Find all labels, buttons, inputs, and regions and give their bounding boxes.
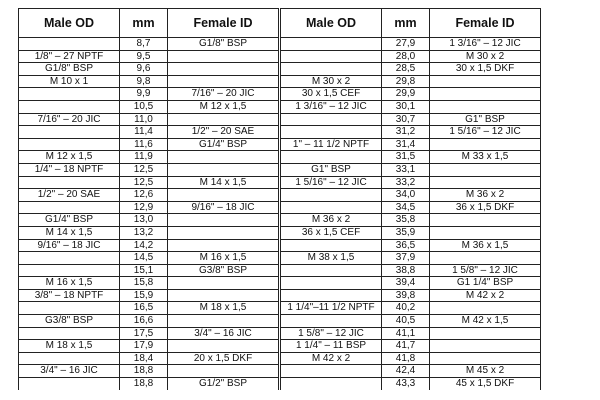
- cell-female-id-right: [430, 327, 541, 340]
- cell-female-id-right: 36 x 1,5 DKF: [430, 201, 541, 214]
- cell-female-id-right: M 30 x 2: [430, 50, 541, 63]
- cell-male-od-right: [280, 151, 382, 164]
- table-row: [19, 138, 541, 151]
- cell-mm-right: 39,4: [382, 277, 430, 290]
- cell-mm-left: 11,9: [120, 151, 168, 164]
- cell-male-od-left: [19, 264, 120, 277]
- cell-mm-left: 12,6: [120, 189, 168, 202]
- cell-female-id-right: M 45 x 2: [430, 365, 541, 378]
- cell-female-id-right: M 42 x 2: [430, 289, 541, 302]
- cell-female-id-right: 1 5/8" – 12 JIC: [430, 264, 541, 277]
- cell-mm-right: 34,0: [382, 189, 430, 202]
- cell-female-id-left: [168, 113, 280, 126]
- cell-female-id-right: G1" BSP: [430, 113, 541, 126]
- cell-mm-right: 28,0: [382, 50, 430, 63]
- table-row: [19, 264, 541, 277]
- cell-female-id-right: [430, 138, 541, 151]
- cell-male-od-right: 1 5/8" – 12 JIC: [280, 327, 382, 340]
- cell-mm-right: 36,5: [382, 239, 430, 252]
- cell-female-id-left: [168, 315, 280, 328]
- cell-female-id-left: 7/16" – 20 JIC: [168, 88, 280, 101]
- cell-female-id-left: [168, 365, 280, 378]
- cell-male-od-left: [19, 138, 120, 151]
- cell-mm-right: 28,5: [382, 63, 430, 76]
- cell-mm-left: 18,8: [120, 378, 168, 390]
- cell-male-od-left: [19, 352, 120, 365]
- table-row: [19, 189, 541, 202]
- cell-female-id-left: [168, 277, 280, 290]
- cell-female-id-right: [430, 340, 541, 353]
- table-row: [19, 289, 541, 302]
- cell-male-od-left: M 12 x 1,5: [19, 151, 120, 164]
- cell-female-id-left: [168, 63, 280, 76]
- cell-mm-right: 39,8: [382, 289, 430, 302]
- table-row: [19, 50, 541, 63]
- cell-female-id-left: G3/8" BSP: [168, 264, 280, 277]
- cell-male-od-right: M 42 x 2: [280, 352, 382, 365]
- cell-mm-right: 31,2: [382, 126, 430, 139]
- header-mm-right: mm: [382, 9, 430, 38]
- cell-mm-left: 15,8: [120, 277, 168, 290]
- cell-mm-left: 9,6: [120, 63, 168, 76]
- cell-mm-right: 40,2: [382, 302, 430, 315]
- cell-male-od-left: 7/16" – 20 JIC: [19, 113, 120, 126]
- cell-female-id-right: [430, 100, 541, 113]
- cell-male-od-right: G1" BSP: [280, 163, 382, 176]
- cell-female-id-right: 1 5/16" – 12 JIC: [430, 126, 541, 139]
- cell-female-id-right: M 36 x 2: [430, 189, 541, 202]
- cell-male-od-left: [19, 176, 120, 189]
- cell-female-id-left: [168, 151, 280, 164]
- table-row: [19, 113, 541, 126]
- cell-female-id-left: M 18 x 1,5: [168, 302, 280, 315]
- cell-mm-left: 18,8: [120, 365, 168, 378]
- table-row: [19, 239, 541, 252]
- cell-male-od-left: M 16 x 1,5: [19, 277, 120, 290]
- cell-male-od-left: [19, 378, 120, 390]
- conversion-table: [18, 8, 541, 390]
- cell-male-od-left: M 18 x 1,5: [19, 340, 120, 353]
- cell-male-od-left: [19, 302, 120, 315]
- cell-female-id-right: [430, 214, 541, 227]
- cell-mm-right: 42,4: [382, 365, 430, 378]
- table-row: [19, 365, 541, 378]
- cell-male-od-right: [280, 365, 382, 378]
- cell-male-od-right: M 36 x 2: [280, 214, 382, 227]
- cell-male-od-right: 1" – 11 1/2 NPTF: [280, 138, 382, 151]
- cell-male-od-right: [280, 38, 382, 51]
- cell-female-id-left: G1/4" BSP: [168, 138, 280, 151]
- cell-female-id-left: 20 x 1,5 DKF: [168, 352, 280, 365]
- header-mm-left: mm: [120, 9, 168, 38]
- cell-mm-left: 15,9: [120, 289, 168, 302]
- cell-mm-left: 16,6: [120, 315, 168, 328]
- cell-mm-right: 27,9: [382, 38, 430, 51]
- cell-mm-right: 31,5: [382, 151, 430, 164]
- table-row: [19, 277, 541, 290]
- cell-male-od-left: 1/2" – 20 SAE: [19, 189, 120, 202]
- header-male-od-right: Male OD: [280, 9, 382, 38]
- cell-mm-left: 11,6: [120, 138, 168, 151]
- cell-male-od-right: [280, 378, 382, 390]
- cell-mm-right: 37,9: [382, 252, 430, 265]
- table-body: [19, 38, 541, 390]
- cell-female-id-right: 1 3/16" – 12 JIC: [430, 38, 541, 51]
- cell-mm-right: 29,8: [382, 75, 430, 88]
- cell-female-id-left: [168, 189, 280, 202]
- cell-female-id-right: [430, 75, 541, 88]
- cell-female-id-right: M 42 x 1,5: [430, 315, 541, 328]
- cell-male-od-right: 1 1/4"–11 1/2 NPTF: [280, 302, 382, 315]
- cell-male-od-left: [19, 100, 120, 113]
- cell-male-od-right: M 38 x 1,5: [280, 252, 382, 265]
- table-row: [19, 100, 541, 113]
- table-row: [19, 201, 541, 214]
- cell-male-od-right: 1 3/16" – 12 JIC: [280, 100, 382, 113]
- cell-male-od-right: [280, 63, 382, 76]
- cell-male-od-right: [280, 239, 382, 252]
- cell-mm-left: 11,0: [120, 113, 168, 126]
- header-row: [19, 9, 541, 38]
- cell-female-id-left: 3/4" – 16 JIC: [168, 327, 280, 340]
- cell-mm-left: 9,8: [120, 75, 168, 88]
- cell-mm-left: 8,7: [120, 38, 168, 51]
- cell-mm-left: 9,9: [120, 88, 168, 101]
- cell-mm-right: 31,4: [382, 138, 430, 151]
- cell-mm-left: 17,5: [120, 327, 168, 340]
- cell-male-od-right: [280, 201, 382, 214]
- cell-male-od-right: [280, 113, 382, 126]
- cell-male-od-left: 3/4" – 16 JIC: [19, 365, 120, 378]
- cell-male-od-right: [280, 50, 382, 63]
- cell-mm-left: 12,5: [120, 176, 168, 189]
- cell-female-id-right: [430, 226, 541, 239]
- cell-female-id-right: [430, 176, 541, 189]
- table-row: [19, 214, 541, 227]
- cell-mm-left: 14,5: [120, 252, 168, 265]
- table-row: [19, 38, 541, 51]
- cell-female-id-left: [168, 340, 280, 353]
- cell-male-od-right: 1 5/16" – 12 JIC: [280, 176, 382, 189]
- cell-mm-left: 17,9: [120, 340, 168, 353]
- cell-female-id-left: G1/8" BSP: [168, 38, 280, 51]
- cell-mm-left: 13,2: [120, 226, 168, 239]
- cell-female-id-left: M 16 x 1,5: [168, 252, 280, 265]
- cell-mm-right: 40,5: [382, 315, 430, 328]
- cell-female-id-left: 9/16" – 18 JIC: [168, 201, 280, 214]
- cell-male-od-right: [280, 315, 382, 328]
- cell-mm-right: 29,9: [382, 88, 430, 101]
- table-row: [19, 63, 541, 76]
- table-row: [19, 352, 541, 365]
- cell-male-od-right: [280, 126, 382, 139]
- cell-mm-right: 35,9: [382, 226, 430, 239]
- cell-male-od-right: [280, 264, 382, 277]
- cell-female-id-left: [168, 289, 280, 302]
- cell-mm-left: 10,5: [120, 100, 168, 113]
- cell-female-id-right: M 33 x 1,5: [430, 151, 541, 164]
- cell-female-id-right: 30 x 1,5 DKF: [430, 63, 541, 76]
- cell-mm-left: 9,5: [120, 50, 168, 63]
- cell-mm-right: 33,2: [382, 176, 430, 189]
- cell-female-id-left: [168, 214, 280, 227]
- cell-mm-right: 30,7: [382, 113, 430, 126]
- cell-male-od-right: 36 x 1,5 CEF: [280, 226, 382, 239]
- cell-mm-right: 30,1: [382, 100, 430, 113]
- table-row: [19, 226, 541, 239]
- cell-female-id-right: [430, 88, 541, 101]
- cell-male-od-right: 30 x 1,5 CEF: [280, 88, 382, 101]
- cell-mm-right: 43,3: [382, 378, 430, 390]
- table-row: [19, 327, 541, 340]
- table-row: [19, 151, 541, 164]
- table-row: [19, 340, 541, 353]
- cell-mm-right: 35,8: [382, 214, 430, 227]
- cell-mm-left: 16,5: [120, 302, 168, 315]
- cell-male-od-right: [280, 277, 382, 290]
- table-row: [19, 75, 541, 88]
- cell-mm-right: 41,1: [382, 327, 430, 340]
- cell-male-od-left: [19, 201, 120, 214]
- cell-male-od-right: M 30 x 2: [280, 75, 382, 88]
- cell-male-od-left: [19, 38, 120, 51]
- cell-male-od-left: [19, 252, 120, 265]
- cell-female-id-left: [168, 226, 280, 239]
- cell-female-id-right: [430, 352, 541, 365]
- cell-female-id-right: M 36 x 1,5: [430, 239, 541, 252]
- cell-female-id-right: [430, 163, 541, 176]
- cell-mm-left: 14,2: [120, 239, 168, 252]
- table-row: [19, 163, 541, 176]
- header-male-od-left: Male OD: [19, 9, 120, 38]
- cell-male-od-right: 1 1/4" – 11 BSP: [280, 340, 382, 353]
- table-row: [19, 176, 541, 189]
- cell-mm-left: 13,0: [120, 214, 168, 227]
- cell-male-od-left: 1/4" – 18 NPTF: [19, 163, 120, 176]
- cell-male-od-left: G3/8" BSP: [19, 315, 120, 328]
- cell-male-od-left: 9/16" – 18 JIC: [19, 239, 120, 252]
- cell-mm-right: 41,8: [382, 352, 430, 365]
- cell-female-id-left: M 14 x 1,5: [168, 176, 280, 189]
- cell-mm-right: 33,1: [382, 163, 430, 176]
- cell-mm-left: 12,9: [120, 201, 168, 214]
- cell-female-id-right: [430, 252, 541, 265]
- cell-female-id-right: G1 1/4" BSP: [430, 277, 541, 290]
- table-row: [19, 88, 541, 101]
- cell-mm-right: 41,7: [382, 340, 430, 353]
- cell-male-od-left: [19, 327, 120, 340]
- cell-mm-left: 18,4: [120, 352, 168, 365]
- cell-male-od-left: 3/8" – 18 NPTF: [19, 289, 120, 302]
- cell-female-id-left: 1/2" – 20 SAE: [168, 126, 280, 139]
- cell-male-od-right: [280, 289, 382, 302]
- header-female-id-right: Female ID: [430, 9, 541, 38]
- cell-mm-right: 34,5: [382, 201, 430, 214]
- cell-male-od-left: G1/8" BSP: [19, 63, 120, 76]
- cell-male-od-left: [19, 126, 120, 139]
- cell-male-od-right: [280, 189, 382, 202]
- table-row: [19, 252, 541, 265]
- cell-female-id-right: 45 x 1,5 DKF: [430, 378, 541, 390]
- table-row: [19, 126, 541, 139]
- cell-female-id-left: [168, 75, 280, 88]
- cell-male-od-left: G1/4" BSP: [19, 214, 120, 227]
- cell-female-id-left: [168, 50, 280, 63]
- table-row: [19, 315, 541, 328]
- cell-female-id-left: M 12 x 1,5: [168, 100, 280, 113]
- cell-male-od-left: M 10 x 1: [19, 75, 120, 88]
- cell-mm-left: 15,1: [120, 264, 168, 277]
- cell-male-od-left: M 14 x 1,5: [19, 226, 120, 239]
- header-female-id-left: Female ID: [168, 9, 280, 38]
- cell-female-id-left: G1/2" BSP: [168, 378, 280, 390]
- table-row: [19, 302, 541, 315]
- cell-female-id-left: [168, 239, 280, 252]
- cell-mm-left: 12,5: [120, 163, 168, 176]
- cell-male-od-left: [19, 88, 120, 101]
- cell-female-id-right: [430, 302, 541, 315]
- cell-mm-right: 38,8: [382, 264, 430, 277]
- cell-male-od-left: 1/8" – 27 NPTF: [19, 50, 120, 63]
- table-row: [19, 378, 541, 390]
- cell-female-id-left: [168, 163, 280, 176]
- cell-mm-left: 11,4: [120, 126, 168, 139]
